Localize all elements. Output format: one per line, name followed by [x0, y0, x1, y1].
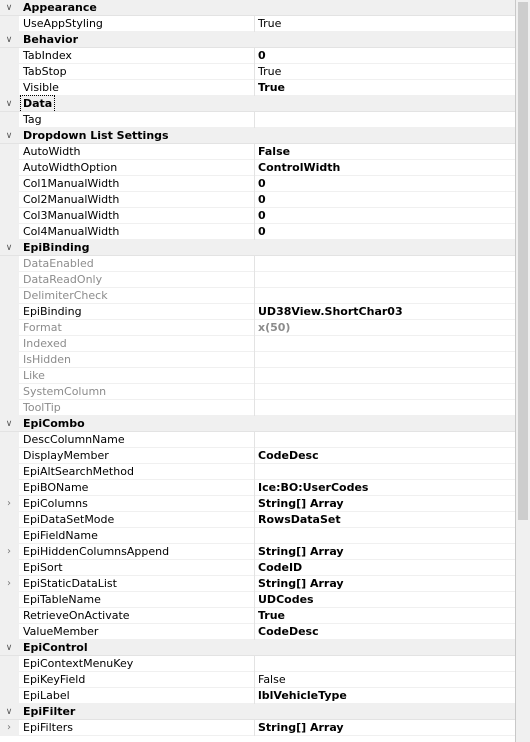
column-divider[interactable]	[254, 208, 255, 224]
property-row[interactable]	[0, 480, 515, 496]
property-row[interactable]	[0, 304, 515, 320]
property-name: EpiFilters	[23, 721, 73, 734]
category-row[interactable]	[0, 128, 515, 144]
property-row[interactable]	[0, 288, 515, 304]
category-row[interactable]	[0, 32, 515, 48]
column-divider[interactable]	[254, 448, 255, 464]
property-name: EpiLabel	[23, 689, 70, 702]
column-divider[interactable]	[254, 496, 255, 512]
column-divider[interactable]	[254, 384, 255, 400]
chevron-right-icon[interactable]: ›	[7, 722, 11, 733]
property-name: Tag	[23, 113, 42, 126]
property-name: AutoWidth	[23, 145, 81, 158]
column-divider[interactable]	[254, 320, 255, 336]
category-row[interactable]	[0, 0, 515, 16]
property-value[interactable]: lblVehicleType	[258, 689, 347, 702]
row-margin	[0, 336, 19, 352]
column-divider[interactable]	[254, 336, 255, 352]
property-name: EpiHiddenColumnsAppend	[23, 545, 170, 558]
category-label: Appearance	[23, 1, 97, 14]
category-row[interactable]	[0, 240, 515, 256]
property-value[interactable]: False	[258, 673, 286, 686]
property-row[interactable]	[0, 352, 515, 368]
category-row[interactable]	[0, 640, 515, 656]
property-name: AutoWidthOption	[23, 161, 118, 174]
property-row[interactable]	[0, 176, 515, 192]
property-value[interactable]: True	[258, 65, 282, 78]
property-value[interactable]: CodeDesc	[258, 625, 319, 638]
column-divider[interactable]	[254, 400, 255, 416]
property-row[interactable]	[0, 432, 515, 448]
property-name: EpiStaticDataList	[23, 577, 117, 590]
property-value[interactable]: 0	[258, 193, 266, 206]
property-value[interactable]: CodeID	[258, 561, 303, 574]
property-name: Visible	[23, 81, 59, 94]
chevron-down-icon[interactable]: ∨	[5, 243, 13, 253]
column-divider[interactable]	[254, 352, 255, 368]
category-label: Dropdown List Settings	[23, 129, 169, 142]
category-row[interactable]	[0, 416, 515, 432]
column-divider[interactable]	[254, 656, 255, 672]
category-label: EpiFilter	[23, 705, 76, 718]
property-row[interactable]	[0, 496, 515, 512]
property-row[interactable]	[0, 608, 515, 624]
chevron-down-icon[interactable]: ∨	[5, 35, 13, 45]
property-row[interactable]	[0, 336, 515, 352]
chevron-down-icon[interactable]: ∨	[5, 419, 13, 429]
column-divider[interactable]	[254, 224, 255, 240]
row-margin	[0, 144, 19, 160]
row-margin	[0, 16, 19, 32]
property-row[interactable]	[0, 16, 515, 32]
vertical-scrollbar[interactable]	[516, 0, 530, 742]
row-margin	[0, 272, 19, 288]
column-divider[interactable]	[254, 560, 255, 576]
property-row[interactable]	[0, 48, 515, 64]
property-name: IsHidden	[23, 353, 72, 366]
property-value[interactable]: True	[258, 81, 286, 94]
row-margin	[0, 384, 19, 400]
row-margin	[0, 624, 19, 640]
row-margin	[0, 464, 19, 480]
column-divider[interactable]	[254, 464, 255, 480]
property-value[interactable]: x(50)	[258, 321, 291, 334]
chevron-down-icon[interactable]: ∨	[5, 131, 13, 141]
chevron-right-icon[interactable]: ›	[7, 578, 11, 589]
column-divider[interactable]	[254, 576, 255, 592]
property-value[interactable]: False	[258, 145, 291, 158]
property-row[interactable]	[0, 192, 515, 208]
property-row[interactable]	[0, 560, 515, 576]
property-row[interactable]	[0, 256, 515, 272]
property-row[interactable]	[0, 368, 515, 384]
column-divider[interactable]	[254, 544, 255, 560]
column-divider[interactable]	[254, 480, 255, 496]
chevron-down-icon[interactable]: ∨	[5, 3, 13, 13]
category-row[interactable]	[0, 704, 515, 720]
property-name: DelimiterCheck	[23, 289, 108, 302]
row-margin	[0, 352, 19, 368]
scrollbar-thumb[interactable]	[518, 2, 528, 520]
row-margin	[0, 320, 19, 336]
property-value[interactable]: 0	[258, 177, 266, 190]
property-name: EpiKeyField	[23, 673, 86, 686]
property-value[interactable]: ControlWidth	[258, 161, 341, 174]
property-value[interactable]: 0	[258, 209, 266, 222]
category-label: EpiBinding	[23, 241, 90, 254]
column-divider[interactable]	[254, 272, 255, 288]
chevron-right-icon[interactable]: ›	[7, 546, 11, 557]
property-value[interactable]: CodeDesc	[258, 449, 319, 462]
row-margin	[0, 48, 19, 64]
row-margin	[0, 560, 19, 576]
property-name: EpiFieldName	[23, 529, 98, 542]
property-row[interactable]	[0, 512, 515, 528]
property-name: DataReadOnly	[23, 273, 103, 286]
column-divider[interactable]	[254, 256, 255, 272]
property-row[interactable]	[0, 448, 515, 464]
column-divider[interactable]	[254, 48, 255, 64]
category-label: EpiControl	[23, 641, 88, 654]
property-value[interactable]: String[] Array	[258, 497, 344, 510]
property-name: ToolTip	[23, 401, 61, 414]
property-row[interactable]	[0, 624, 515, 640]
chevron-right-icon[interactable]: ›	[7, 498, 11, 509]
row-margin	[0, 176, 19, 192]
chevron-down-icon[interactable]: ∨	[5, 643, 13, 653]
row-margin	[0, 208, 19, 224]
row-margin	[0, 592, 19, 608]
property-row[interactable]	[0, 544, 515, 560]
row-margin	[0, 368, 19, 384]
property-name: Col1ManualWidth	[23, 177, 120, 190]
column-divider[interactable]	[254, 672, 255, 688]
property-row[interactable]	[0, 112, 515, 128]
column-divider[interactable]	[254, 528, 255, 544]
property-value[interactable]: RowsDataSet	[258, 513, 341, 526]
property-name: EpiContextMenuKey	[23, 657, 134, 670]
property-name: Format	[23, 321, 62, 334]
column-divider[interactable]	[254, 64, 255, 80]
property-row[interactable]	[0, 384, 515, 400]
property-row[interactable]	[0, 144, 515, 160]
property-name: UseAppStyling	[23, 17, 103, 30]
property-row[interactable]	[0, 576, 515, 592]
property-row[interactable]	[0, 592, 515, 608]
property-name: TabStop	[23, 65, 67, 78]
column-divider[interactable]	[254, 592, 255, 608]
property-name: EpiColumns	[23, 497, 88, 510]
property-name: Like	[23, 369, 45, 382]
property-value[interactable]: 0	[258, 225, 266, 238]
property-row[interactable]	[0, 400, 515, 416]
column-divider[interactable]	[254, 288, 255, 304]
property-row[interactable]	[0, 320, 515, 336]
row-margin	[0, 656, 19, 672]
property-name: EpiDataSetMode	[23, 513, 115, 526]
property-name: Col3ManualWidth	[23, 209, 120, 222]
row-margin	[0, 288, 19, 304]
category-label: EpiCombo	[23, 417, 85, 430]
property-value[interactable]: UD38View.ShortChar03	[258, 305, 403, 318]
column-divider[interactable]	[254, 112, 255, 128]
row-margin	[0, 480, 19, 496]
property-name: DataEnabled	[23, 257, 94, 270]
column-divider[interactable]	[254, 512, 255, 528]
row-margin	[0, 512, 19, 528]
row-margin	[0, 112, 19, 128]
column-divider[interactable]	[254, 304, 255, 320]
row-margin	[0, 304, 19, 320]
row-margin	[0, 448, 19, 464]
property-row[interactable]	[0, 80, 515, 96]
property-name: EpiSort	[23, 561, 63, 574]
row-margin	[0, 64, 19, 80]
property-name: DescColumnName	[23, 433, 125, 446]
property-row[interactable]	[0, 528, 515, 544]
chevron-down-icon[interactable]: ∨	[5, 99, 13, 109]
property-row[interactable]	[0, 160, 515, 176]
property-row[interactable]	[0, 720, 515, 736]
column-divider[interactable]	[254, 176, 255, 192]
row-margin	[0, 256, 19, 272]
row-margin	[0, 608, 19, 624]
column-divider[interactable]	[254, 432, 255, 448]
column-divider[interactable]	[254, 368, 255, 384]
category-label: Behavior	[23, 33, 79, 46]
row-margin	[0, 672, 19, 688]
property-name: ValueMember	[23, 625, 99, 638]
property-value[interactable]: String[] Array	[258, 721, 344, 734]
row-margin	[0, 528, 19, 544]
property-name: DisplayMember	[23, 449, 109, 462]
column-divider[interactable]	[254, 80, 255, 96]
row-margin	[0, 224, 19, 240]
row-margin	[0, 432, 19, 448]
property-row[interactable]	[0, 656, 515, 672]
column-divider[interactable]	[254, 720, 255, 736]
property-row[interactable]	[0, 272, 515, 288]
column-divider[interactable]	[254, 624, 255, 640]
category-label: Data	[23, 97, 53, 110]
row-margin	[0, 80, 19, 96]
column-divider[interactable]	[254, 144, 255, 160]
column-divider[interactable]	[254, 16, 255, 32]
property-name: SystemColumn	[23, 385, 107, 398]
row-margin	[0, 192, 19, 208]
property-value[interactable]: 0	[258, 49, 266, 62]
property-name: EpiBinding	[23, 305, 82, 318]
property-name: EpiAltSearchMethod	[23, 465, 134, 478]
property-name: Col2ManualWidth	[23, 193, 120, 206]
property-value[interactable]: True	[258, 609, 286, 622]
column-divider[interactable]	[254, 688, 255, 704]
row-margin	[0, 160, 19, 176]
property-value[interactable]: True	[258, 17, 282, 30]
property-name: RetrieveOnActivate	[23, 609, 130, 622]
chevron-down-icon[interactable]: ∨	[5, 707, 13, 717]
category-row[interactable]	[0, 96, 515, 112]
property-value[interactable]: String[] Array	[258, 545, 344, 558]
column-divider[interactable]	[254, 192, 255, 208]
row-margin	[0, 688, 19, 704]
property-row[interactable]	[0, 688, 515, 704]
property-row[interactable]	[0, 64, 515, 80]
property-name: EpiBOName	[23, 481, 89, 494]
property-value[interactable]: Ice:BO:UserCodes	[258, 481, 369, 494]
property-value[interactable]: String[] Array	[258, 577, 344, 590]
property-name: EpiTableName	[23, 593, 101, 606]
property-name: Col4ManualWidth	[23, 225, 120, 238]
row-margin	[0, 400, 19, 416]
column-divider[interactable]	[254, 160, 255, 176]
column-divider[interactable]	[254, 608, 255, 624]
property-name: TabIndex	[23, 49, 72, 62]
property-row[interactable]	[0, 224, 515, 240]
property-name: Indexed	[23, 337, 67, 350]
property-row[interactable]	[0, 672, 515, 688]
property-value[interactable]: UDCodes	[258, 593, 314, 606]
property-row[interactable]	[0, 208, 515, 224]
property-row[interactable]	[0, 464, 515, 480]
